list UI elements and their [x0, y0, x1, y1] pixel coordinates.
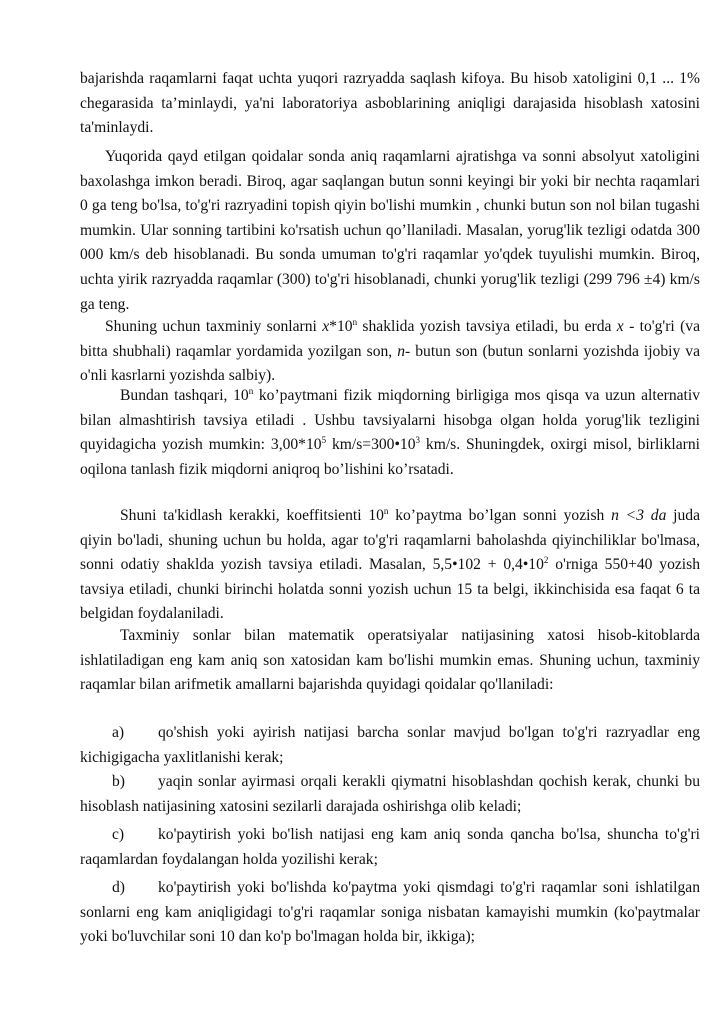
- rule-text: yaqin sonlar ayirmasi orqali kerakli qiymatni hisoblashdan qochish kerak, chunki bu hisoblash natijasining xatosini sezilarli darajada oshirishga olib keladi;: [80, 773, 700, 815]
- paragraph-3: Shuning uchun taxminiy sonlarni x*10$^n$ shaklida yozish tavsiya etiladi, bu erda x - to'g'ri (va bitta shubhali) raqamlar yordamida yozilgan son, n- butun son (butun sonlarni yozishda ijobiy va o'nli kasrlarni yozishda salbiy).: [80, 317, 701, 385]
- rule-text: ko'paytirish yoki bo'lish natijasi eng kam aniq sonda qancha bo'lsa, shuncha to'g'ri raqamlardan foydalangan holda yozilishi kerak;: [80, 826, 700, 868]
- rule-item-a: [80, 721, 700, 770]
- paragraph-5: Shuni ta'kidlash kerakki, koeffitsienti 10$^n$ ko’paytma bo’lgan sonni yozish n <3 da juda qiyin bo'ladi, shuning uchun bu holda, agar to'g'ri raqamlarni baholashda qiyinchiliklar bo'lmasa, sonni odatiy shaklda yozish tavsiya etiladi. Masalan, 5,5•102 + $0,4•10^2$ o'rniga 550+40 yozish tavsiya etiladi, chunki birinchi holatda sonni yozish uchun 15 ta belgi, ikkinchisida esa faqat 6 ta belgidan foydalaniladi.: [80, 506, 700, 623]
- rule-item-b: [80, 770, 700, 819]
- rule-marker: a): [112, 724, 125, 741]
- rule-item-c: [80, 823, 700, 872]
- rule-item-d: [80, 876, 700, 950]
- paragraph-6: Taxminiy sonlar bilan matematik operatsiyalar natijasining xatosi hisob-kitoblarda ishlatiladigan eng kam aniq son xatosidan kam bo'lishi mumkin emas. Shuning uchun, taxminiy raqamlar bilan arifmetik amallarni bajarishda quyidagi qoidalar qo'llaniladi:: [80, 627, 700, 694]
- rule-marker: b): [112, 773, 125, 790]
- rule-text: qo'shish yoki ayirish natijasi barcha sonlar mavjud bo'lgan to'g'ri razryadlar eng kichigigacha yaxlitlanishi kerak;: [80, 724, 700, 766]
- paragraph-1: bajarishda raqamlarni faqat uchta yuqori razryadda saqlash kifoya. Bu hisob xatoligini 0,1 ... 1% chegarasida ta’minlaydi, ya'ni laboratoriya asboblarining aniqligi darajasida hisoblash xatosini ta'minlaydi.: [80, 70, 700, 137]
- rule-text: ko'paytirish yoki bo'lishda ko'paytma yoki qismdagi to'g'ri raqamlar soni ishlatilgan sonlarni eng kam aniqligidagi to'g'ri raqamlar soniga nisbatan kamayishi mumkin (ko'paytmalar yoki bo'luvchilar soni 10 dan ko'p bo'lmagan holda bir, ikkiga);: [80, 879, 700, 946]
- rule-marker: d): [112, 879, 125, 896]
- rule-marker: c): [112, 826, 125, 843]
- paragraph-2: Yuqorida qayd etilgan qoidalar sonda aniq raqamlarni ajratishga va sonni absolyut xatoligini baxolashga imkon beradi. Biroq, agar saqlangan butun sonni keyingi bir yoki bir nechta raqamlari 0 ga teng bo'lsa, to'g'ri razryadini topish qiyin bo'lishi mumkin , chunki butun son nol bilan tugashi mumkin. Ular sonning tartibini ko'rsatish uchun qo’llaniladi. Masalan, yorug'lik tezligi odatda 300 000 km/s deb hisoblanadi. Bu sonda umuman to'g'ri raqamlar yo'qdek tuyulishi mumkin. Biroq, uchta yirik razryadda raqamlar (300) to'g'ri hisoblanadi, chunki yorug'lik tezligi (299 796 ±4) km/s ga teng.: [80, 148, 700, 313]
- paragraph-4: Bundan tashqari, 10$^n$ ko’paytmani fizik miqdorning birligiga mos qisqa va uzun alternativ bilan almashtirish tavsiya etiladi . Ushbu tavsiyalarni hisobga olgan holda yorug'lik tezligini quyidagicha yozish mumkin: $3,00*10^5$ $km/s=300•10^3$ km/s. Shuningdek, oxirgi misol, birliklarni oqilona tanlash fizik miqdorni aniqroq bo’lishini ko’rsatadi.: [80, 386, 700, 478]
